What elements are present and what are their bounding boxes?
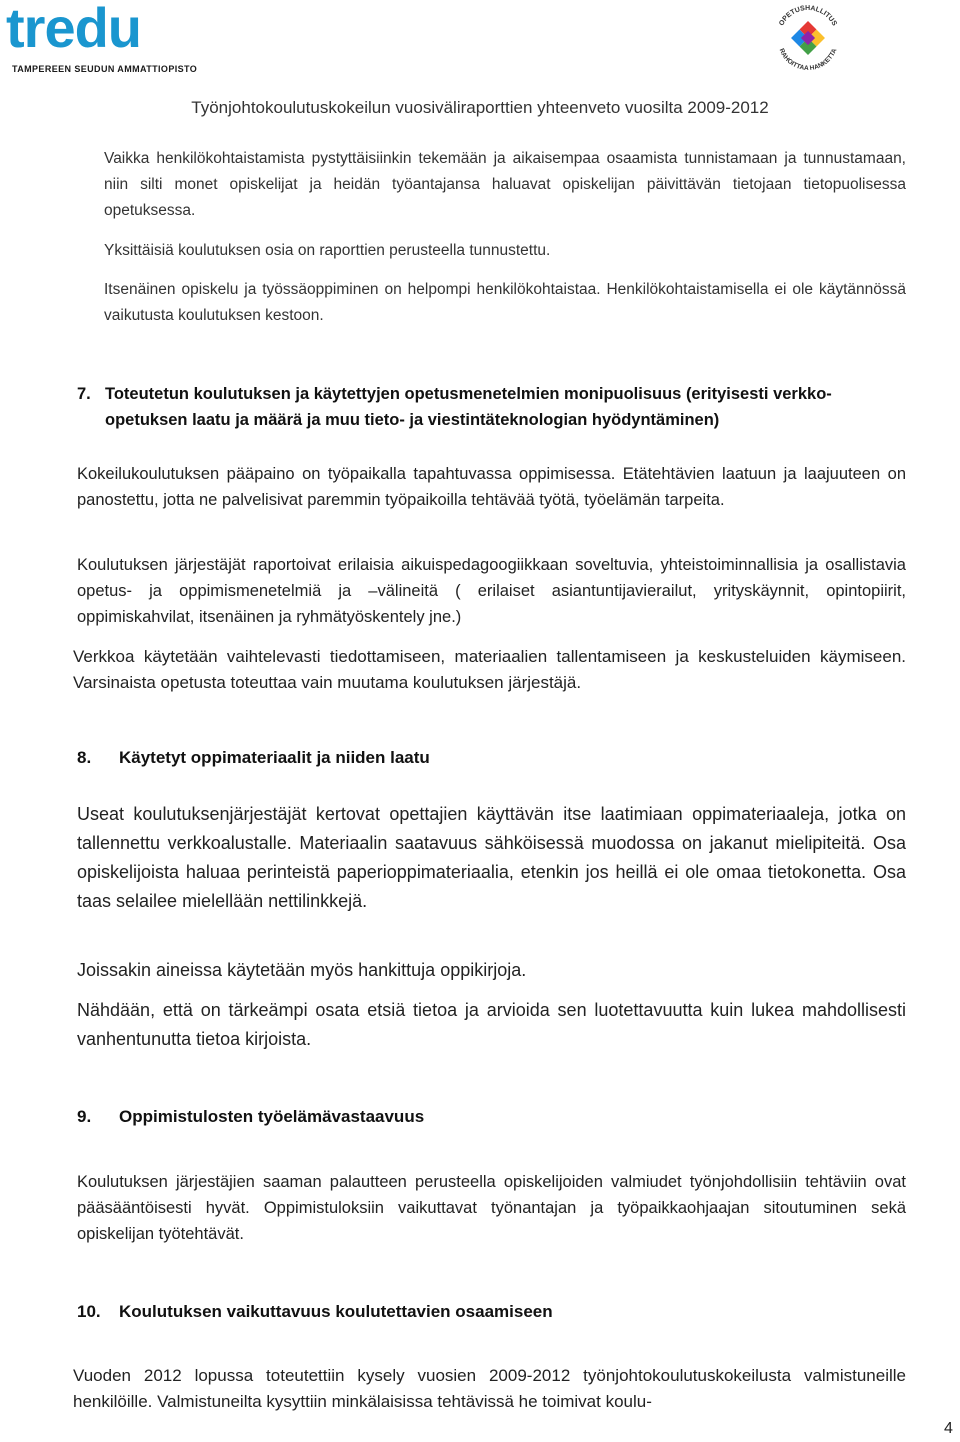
section-9-number: 9. xyxy=(77,1107,92,1126)
section-9-paragraph-1: Koulutuksen järjestäjien saaman palautteen perusteella opiskelijoiden valmiudet työnjohdollisiin tehtäviin ovat pääsääntöisesti hyvät. Oppimistuloksiin vaikuttavat työnantajan ja työpaikkaohjaajan sitoutuminen sekä opiskelijan työtehtävät. xyxy=(77,1173,906,1243)
badge-top-text: OPETUSHALLITUS xyxy=(778,4,838,28)
section-10-title: Koulutuksen vaikuttavuus koulutettavien osaamiseen xyxy=(119,1302,553,1321)
section-8-paragraph-2: Joissakin aineissa käytetään myös hankittuja oppikirjoja. xyxy=(77,960,527,980)
section-7-number: 7. xyxy=(77,385,91,403)
section-9-heading xyxy=(77,1105,424,1129)
section-7-paragraph-2: Koulutuksen järjestäjät raportoivat erilaisia aikuispedagoogiikkaan soveltuvia, yhteistoiminnallisia ja osallistavia opetus- ja oppimismenetelmiä ja –välineitä ( erilaiset asiantuntijavierailut, yrityskäynnit, opintopiirit, oppimiskahvilat, itsenäinen ja ryhmätyöskentely jne.) xyxy=(77,556,906,626)
section-10-number: 10. xyxy=(77,1302,101,1321)
section-8-paragraph-1: Useat koulutuksenjärjestäjät kertovat opettajien käyttävän itse laatimiaan oppimateriaaleja, jotka on tallennettu verkkoalustalle. Materiaalin saatavuus sähköisessä muodossa on jakanut mielipiteitä. Osa opiskelijoista haluaa perinteistä paperioppimateriaalia, etenkin jos heillä ei ole omaa tietokonetta. Osa taas selailee mielellään nettilinkkejä. xyxy=(77,804,906,911)
logo-wordmark: tredu xyxy=(6,0,141,59)
running-title: Työnjohtokoulutuskokeilun vuosiväliraporttien yhteenveto vuosilta 2009-2012 xyxy=(191,98,769,117)
section-9-title: Oppimistulosten työelämävastaavuus xyxy=(119,1107,425,1126)
badge-bottom-text: RAHOITTAA HANKETTA xyxy=(777,47,839,70)
page-number: 4 xyxy=(944,1420,953,1437)
section-10-heading xyxy=(77,1300,553,1324)
section-8-heading xyxy=(77,746,430,770)
section-8-paragraph-3: Nähdään, että on tärkeämpi osata etsiä tietoa ja arvioida sen luotettavuutta kuin lukea mahdollisesti vanhentunutta tietoa kirjoista. xyxy=(77,1000,906,1049)
opetushallitus-badge xyxy=(768,0,848,70)
section-7-paragraph-3: Verkkoa käytetään vaihtelevasti tiedottamiseen, materiaalien tallentamiseen ja keskusteluiden käymiseen. Varsinaista opetusta toteuttaa vain muutama koulutuksen järjestäjä. xyxy=(73,647,906,692)
tredu-logo xyxy=(6,0,198,76)
intro-paragraph-3: Itsenäinen opiskelu ja työssäoppiminen on helpompi henkilökohtaistaa. Henkilökohtaistamisella ei ole käytännössä vaikutusta koulutuksen kestoon. xyxy=(104,281,906,324)
badge-diamond-icon xyxy=(791,21,825,55)
section-10-paragraph-1: Vuoden 2012 lopussa toteutettiin kysely vuosien 2009-2012 työnjohtokoulutuskokeilusta valmistuneille henkilöille. Valmistuneilta kysyttiin minkälaisissa tehtävissä he toimivat koulu- xyxy=(73,1366,906,1411)
section-8-number: 8. xyxy=(77,748,92,767)
section-7-title: Toteutetun koulutuksen ja käytettyjen opetusmenetelmien monipuolisuus (erityisesti verkko-opetuksen laatu ja määrä ja muu tieto- ja viestintäteknologian hyödyntäminen) xyxy=(105,385,832,429)
section-7-heading xyxy=(77,381,906,433)
section-7-paragraph-1: Kokeilukoulutuksen pääpaino on työpaikalla tapahtuvassa oppimisessa. Etätehtävien laatuun ja laajuuteen on panostettu, jotta ne palvelisivat paremmin työpaikoilla tehtävää työtä, työelämän tarpeita. xyxy=(77,465,906,509)
section-8-title: Käytetyt oppimateriaalit ja niiden laatu xyxy=(119,748,430,767)
intro-paragraph-2: Yksittäisiä koulutuksen osia on raporttien perusteella tunnustettu. xyxy=(104,242,551,259)
logo-subtitle: TAMPEREEN SEUDUN AMMATTIOPISTO xyxy=(12,64,198,74)
intro-paragraph-1: Vaikka henkilökohtaistamista pystyttäisiinkin tekemään ja aikaisempaa osaamista tunnistamaan ja tunnustamaan, niin silti monet opiskelijat ja heidän työantajansa haluavat opiskelijan päivittävän tietojaan tietopuolisessa opetuksessa. xyxy=(104,150,906,219)
